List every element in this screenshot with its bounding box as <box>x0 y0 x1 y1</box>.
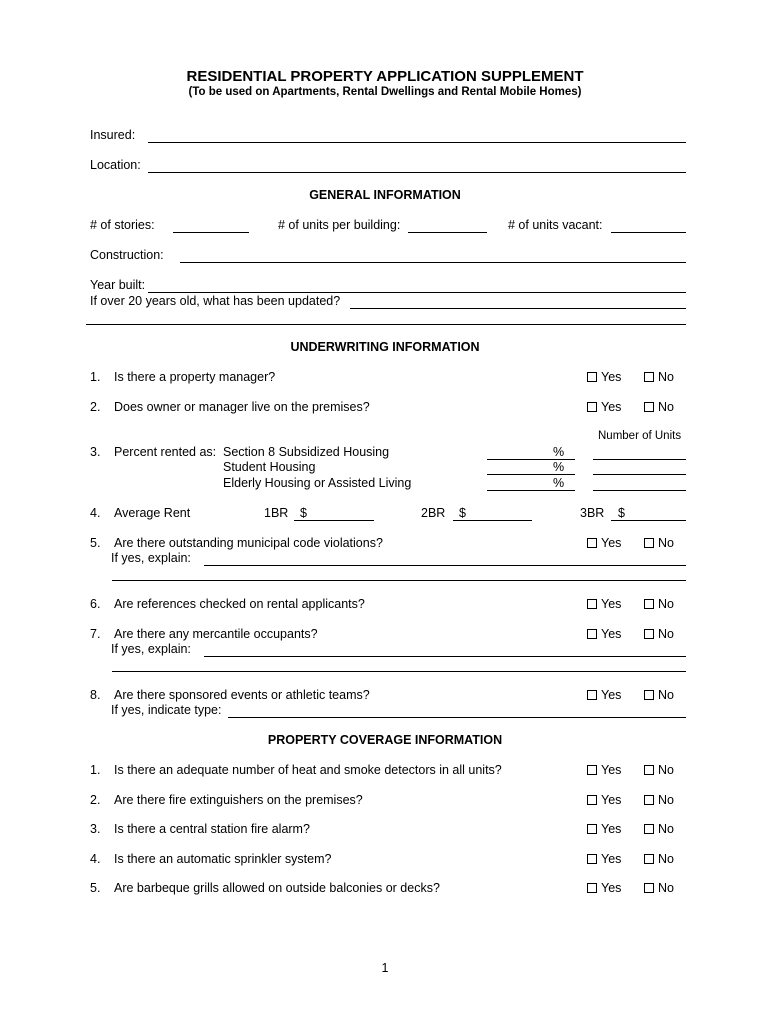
pc-q3-yes-label: Yes <box>601 822 622 836</box>
year-built-label: Year built: <box>90 278 146 292</box>
elderly-housing-label: Elderly Housing or Assisted Living <box>223 476 412 490</box>
uw-q6-text: Are references checked on rental applicants? <box>114 597 365 611</box>
rent-1br-field[interactable] <box>294 520 374 521</box>
uw-q6-number: 6. <box>90 597 101 611</box>
pc-q5-no-checkbox[interactable] <box>644 883 654 893</box>
rent-3br-label: 3BR <box>580 506 605 520</box>
uw-q7-explain-field-2[interactable] <box>112 671 686 672</box>
uw-q8-type-field[interactable] <box>228 717 686 718</box>
construction-field[interactable] <box>180 262 686 263</box>
uw-q8-no-checkbox[interactable] <box>644 690 654 700</box>
uw-q2-no-label: No <box>658 400 674 414</box>
pc-q3-yes-checkbox[interactable] <box>587 824 597 834</box>
units-vacant-field[interactable] <box>611 232 686 233</box>
pc-q1-no-label: No <box>658 763 674 777</box>
uw-q8-number: 8. <box>90 688 101 702</box>
pc-q3-text: Is there a central station fire alarm? <box>114 822 310 836</box>
property-coverage-heading: PROPERTY COVERAGE INFORMATION <box>267 733 503 747</box>
uw-q4-text: Average Rent <box>114 506 191 520</box>
uw-q6-yes-label: Yes <box>601 597 622 611</box>
updated-label: If over 20 years old, what has been updated? <box>90 294 341 308</box>
uw-q5-number: 5. <box>90 536 101 550</box>
pc-q5-number: 5. <box>90 881 101 895</box>
pc-q2-yes-label: Yes <box>601 793 622 807</box>
location-field[interactable] <box>148 172 686 173</box>
pc-q2-text: Are there fire extinguishers on the premises? <box>114 793 363 807</box>
uw-q5-no-label: No <box>658 536 674 550</box>
underwriting-information-heading: UNDERWRITING INFORMATION <box>290 340 480 354</box>
uw-q2-yes-checkbox[interactable] <box>587 402 597 412</box>
uw-q1-no-checkbox[interactable] <box>644 372 654 382</box>
uw-q1-yes-checkbox[interactable] <box>587 372 597 382</box>
rent-2br-label: 2BR <box>421 506 446 520</box>
uw-q7-no-checkbox[interactable] <box>644 629 654 639</box>
pc-q4-text: Is there an automatic sprinkler system? <box>114 852 332 866</box>
pc-q3-no-checkbox[interactable] <box>644 824 654 834</box>
general-information-heading: GENERAL INFORMATION <box>309 188 461 202</box>
uw-q2-text: Does owner or manager live on the premises? <box>114 400 370 414</box>
uw-q5-yes-checkbox[interactable] <box>587 538 597 548</box>
pc-q4-no-checkbox[interactable] <box>644 854 654 864</box>
rent-1br-dollar: $ <box>300 506 307 520</box>
uw-q7-number: 7. <box>90 627 101 641</box>
pc-q5-text: Are barbeque grills allowed on outside balconies or decks? <box>114 881 440 895</box>
pc-q4-no-label: No <box>658 852 674 866</box>
uw-q7-no-label: No <box>658 627 674 641</box>
updated-field-line-2[interactable] <box>86 324 686 325</box>
pc-q4-number: 4. <box>90 852 101 866</box>
uw-q4-number: 4. <box>90 506 101 520</box>
stories-field[interactable] <box>173 232 249 233</box>
pc-q1-yes-label: Yes <box>601 763 622 777</box>
uw-q7-explain-field[interactable] <box>204 656 686 657</box>
rent-3br-field[interactable] <box>611 520 686 521</box>
uw-q5-text: Are there outstanding municipal code violations? <box>114 536 383 550</box>
form-subtitle: (To be used on Apartments, Rental Dwellings and Rental Mobile Homes) <box>188 86 582 98</box>
updated-field[interactable] <box>350 308 686 309</box>
units-per-building-field[interactable] <box>408 232 487 233</box>
uw-q2-no-checkbox[interactable] <box>644 402 654 412</box>
pc-q5-yes-label: Yes <box>601 881 622 895</box>
uw-q8-text: Are there sponsored events or athletic teams? <box>114 688 370 702</box>
pc-q2-yes-checkbox[interactable] <box>587 795 597 805</box>
uw-q7-yes-label: Yes <box>601 627 622 641</box>
units-per-building-label: # of units per building: <box>278 218 401 232</box>
uw-q5-explain-field-2[interactable] <box>112 580 686 581</box>
form-title: RESIDENTIAL PROPERTY APPLICATION SUPPLEMENT <box>186 68 584 85</box>
uw-q2-yes-label: Yes <box>601 400 622 414</box>
section8-percent-sign: % <box>553 445 565 459</box>
pc-q4-yes-label: Yes <box>601 852 622 866</box>
rent-3br-dollar: $ <box>618 506 625 520</box>
rent-1br-label: 1BR <box>264 506 289 520</box>
uw-q6-no-label: No <box>658 597 674 611</box>
pc-q1-yes-checkbox[interactable] <box>587 765 597 775</box>
student-units-field[interactable] <box>593 474 686 475</box>
rent-2br-field[interactable] <box>453 520 532 521</box>
uw-q1-text: Is there a property manager? <box>114 370 276 384</box>
pc-q5-yes-checkbox[interactable] <box>587 883 597 893</box>
uw-q5-no-checkbox[interactable] <box>644 538 654 548</box>
section8-units-field[interactable] <box>593 459 686 460</box>
units-vacant-label: # of units vacant: <box>508 218 603 232</box>
uw-q1-no-label: No <box>658 370 674 384</box>
section8-label: Section 8 Subsidized Housing <box>223 445 390 459</box>
stories-label: # of stories: <box>90 218 155 232</box>
student-percent-field[interactable] <box>487 474 575 475</box>
uw-q8-yes-label: Yes <box>601 688 622 702</box>
pc-q1-text: Is there an adequate number of heat and smoke detectors in all units? <box>114 763 502 777</box>
elderly-percent-sign: % <box>553 476 565 490</box>
pc-q3-number: 3. <box>90 822 101 836</box>
uw-q6-no-checkbox[interactable] <box>644 599 654 609</box>
uw-q7-text: Are there any mercantile occupants? <box>114 627 318 641</box>
pc-q2-number: 2. <box>90 793 101 807</box>
uw-q7-yes-checkbox[interactable] <box>587 629 597 639</box>
number-of-units-header: Number of Units <box>598 430 682 442</box>
uw-q1-number: 1. <box>90 370 101 384</box>
student-percent-sign: % <box>553 460 565 474</box>
insured-field[interactable] <box>148 142 686 143</box>
uw-q2-number: 2. <box>90 400 101 414</box>
pc-q1-number: 1. <box>90 763 101 777</box>
pc-q4-yes-checkbox[interactable] <box>587 854 597 864</box>
uw-q1-yes-label: Yes <box>601 370 622 384</box>
pc-q2-no-label: No <box>658 793 674 807</box>
page-number: 1 <box>381 961 389 975</box>
uw-q3-number: 3. <box>90 445 101 459</box>
insured-label: Insured: <box>90 128 136 142</box>
uw-q6-yes-checkbox[interactable] <box>587 599 597 609</box>
uw-q5-explain-label: If yes, explain: <box>111 551 191 565</box>
pc-q1-no-checkbox[interactable] <box>644 765 654 775</box>
uw-q8-type-label: If yes, indicate type: <box>111 703 222 717</box>
pc-q3-no-label: No <box>658 822 674 836</box>
elderly-percent-field[interactable] <box>487 490 575 491</box>
student-housing-label: Student Housing <box>223 460 316 474</box>
uw-q8-no-label: No <box>658 688 674 702</box>
uw-q7-explain-label: If yes, explain: <box>111 642 191 656</box>
uw-q5-explain-field[interactable] <box>204 565 686 566</box>
pc-q2-no-checkbox[interactable] <box>644 795 654 805</box>
elderly-units-field[interactable] <box>593 490 686 491</box>
rent-2br-dollar: $ <box>459 506 466 520</box>
uw-q8-yes-checkbox[interactable] <box>587 690 597 700</box>
construction-label: Construction: <box>90 248 164 262</box>
uw-q3-text: Percent rented as: <box>114 445 217 459</box>
location-label: Location: <box>90 158 141 172</box>
uw-q5-yes-label: Yes <box>601 536 622 550</box>
year-built-field[interactable] <box>148 292 686 293</box>
pc-q5-no-label: No <box>658 881 674 895</box>
